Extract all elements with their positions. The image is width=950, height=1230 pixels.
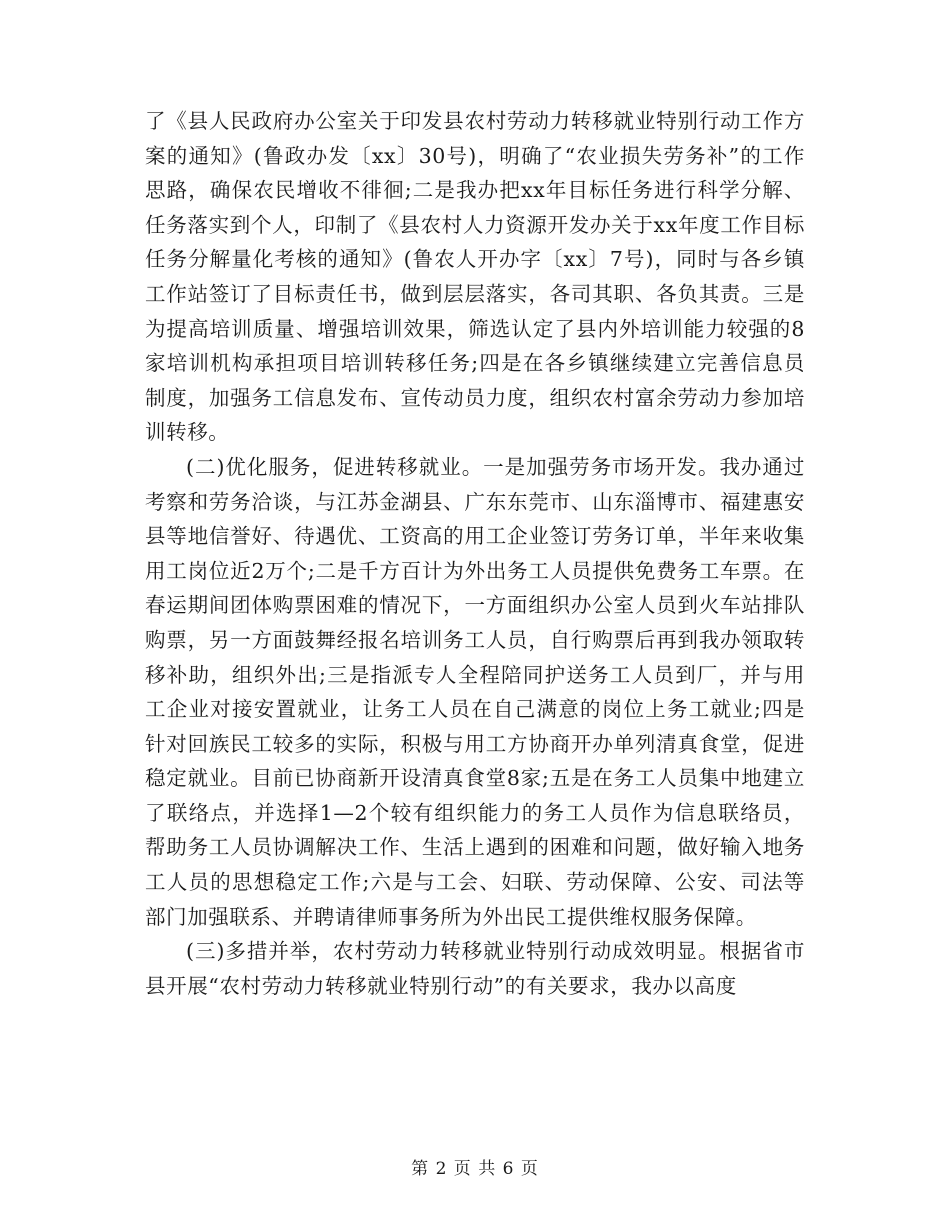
paragraph-3: (三)多措并举，农村劳动力转移就业特别行动成效明显。根据省市县开展“农村劳动力转移就业特别行动”的有关要求，我办以高度 bbox=[145, 939, 805, 998]
document-body bbox=[145, 104, 805, 1003]
paragraph-2: (二)优化服务，促进转移就业。一是加强劳务市场开发。我办通过考察和劳务洽谈，与江苏金湖县、广东东莞市、山东淄博市、福建惠安县等地信誉好、待遇优、工资高的用工企业签订劳务订单，半年来收集用工岗位近2万个;二是千方百计为外出务工人员提供免费务工车票。在春运期间团体购票困难的情况下，一方面组织办公室人员到火车站排队购票，另一方面鼓舞经报名培训务工人员，自行购票后再到我办领取转移补助，组织外出;三是指派专人全程陪同护送务工人员到厂，并与用工企业对接安置就业，让务工人员在自己满意的岗位上务工就业;四是针对回族民工较多的实际，积极与用工方协商开办单列清真食堂，促进稳定就业。目前已协商新开设清真食堂8家;五是在务工人员集中地建立了联络点，并选择1—2个较有组织能力的务工人员作为信息联络员，帮助务工人员协调解决工作、生活上遇到的困难和问题，做好输入地务工人员的思想稳定工作;六是与工会、妇联、劳动保障、公安、司法等部门加强联系、并聘请律师事务所为外出民工提供维权服务保障。 bbox=[145, 454, 805, 929]
page-number-footer: 第 2 页 共 6 页 bbox=[411, 1159, 539, 1179]
paragraph-1: 了《县人民政府办公室关于印发县农村劳动力转移就业特别行动工作方案的通知》(鲁政办发〔xx〕30号)，明确了“农业损失劳务补”的工作思路，确保农民增收不徘徊;二是我办把xx年目标任务进行科学分解、任务落实到个人，印制了《县农村人力资源开发办关于xx年度工作目标任务分解量化考核的通知》(鲁农人开办字〔xx〕7号)，同时与各乡镇工作站签订了目标责任书，做到层层落实，各司其职、各负其责。三是为提高培训质量、增强培训效果，筛选认定了县内外培训能力较强的8家培训机构承担项目培训转移任务;四是在各乡镇继续建立完善信息员制度，加强务工信息发布、宣传动员力度，组织农村富余劳动力参加培训转移。 bbox=[145, 109, 805, 445]
